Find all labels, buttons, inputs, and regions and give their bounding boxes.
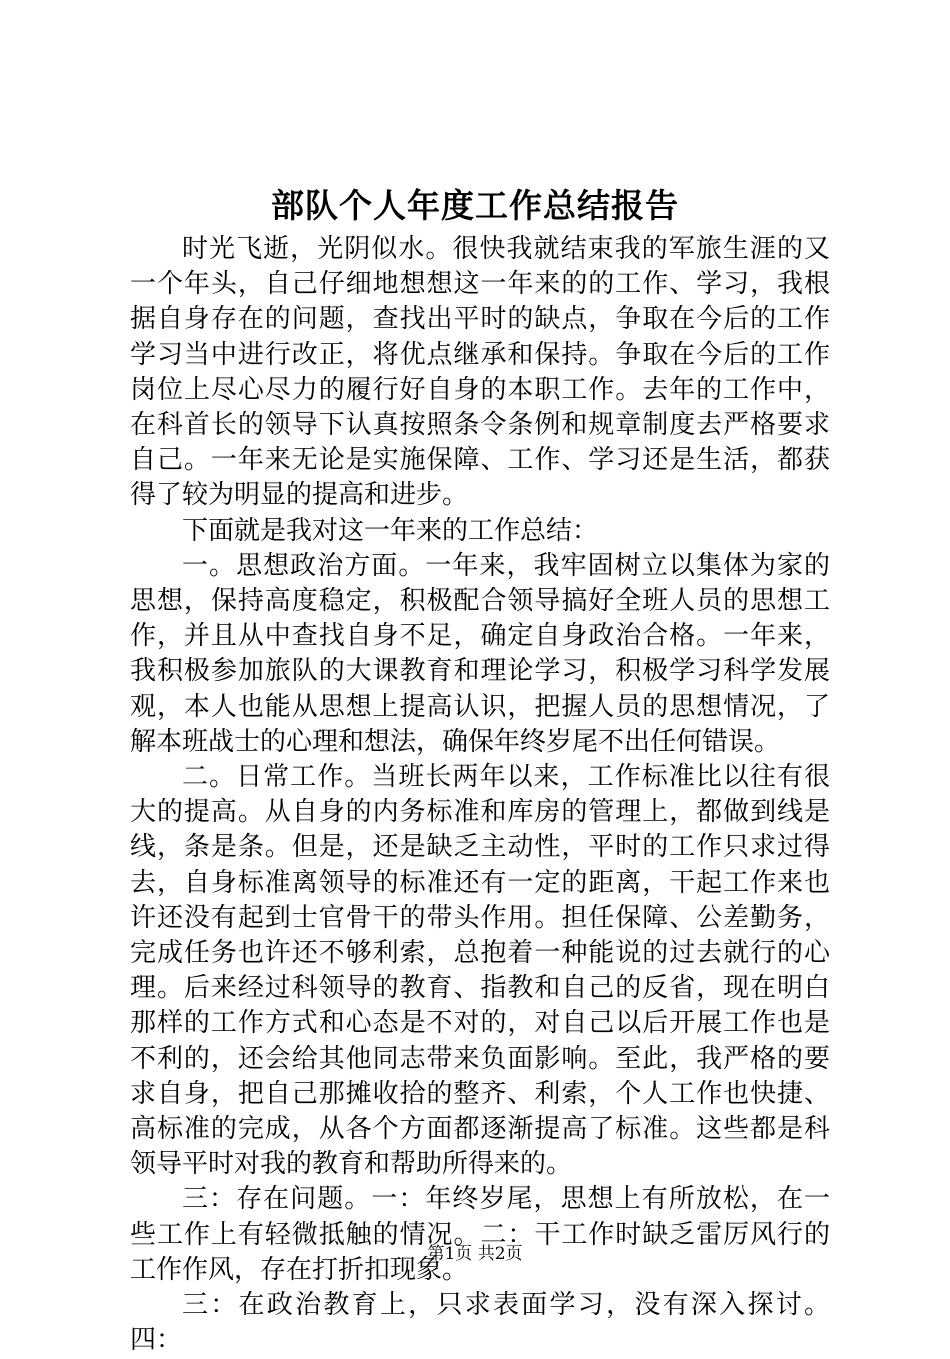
document-title: 部队个人年度工作总结报告	[271, 186, 679, 225]
paragraph-political-thought: 一。思想政治方面。一年来，我牢固树立以集体为家的思想，保持高度稳定，积极配合领导搞好全班人员的思想工作，并且从中查找自身不足，确定自身政治合格。一年来，我积极参加旅队的大课教育和理论学习，积极学习科学发展观，本人也能从思想上提高认识，把握人员的思想情况，了解本班战士的心理和想法，确保年终岁尾不出任何错误。	[130, 550, 830, 757]
paragraph-political-education: 三：在政治教育上，只求表面学习，没有深入探讨。四：	[130, 1290, 830, 1356]
document-body	[130, 232, 830, 1359]
paragraph-daily-work: 二。日常工作。当班长两年以来，工作标准比以往有很大的提高。从自身的内务标准和库房的管理上，都做到线是线，条是条。但是，还是缺乏主动性，平时的工作只求过得去，自身标准离领导的标准还有一定的距离，干起工作来也许还没有起到士官骨干的带头作用。担任保障、公差勤务，完成任务也许还不够利索，总抱着一种能说的过去就行的心理。后来经过科领导的教育、指教和自己的反省，现在明白那样的工作方式和心态是不对的，对自己以后开展工作也是不利的，还会给其他同志带来负面影响。至此，我严格的要求自身，把自己那摊收拾的整齐、利索，个人工作也快捷、高标准的完成，从各个方面都逐渐提高了标准。这些都是科领导平时对我的教育和帮助所得来的。	[130, 762, 830, 1180]
paragraph-intro: 时光飞逝，光阴似水。很快我就结束我的军旅生涯的又一个年头，自己仔细地想想这一年来的的工作、学习，我根据自身存在的问题，查找出平时的缺点，争取在今后的工作学习当中进行改正，将优点继承和保持。争取在今后的工作岗位上尽心尽力的履行好自身的本职工作。去年的工作中，在科首长的领导下认真按照条令条例和规章制度去严格要求自己。一年来无论是实施保障、工作、学习还是生活，都获得了较为明显的提高和进步。	[130, 234, 830, 511]
paragraph-summary-lead: 下面就是我对这一年来的工作总结：	[182, 515, 599, 546]
page-number-footer: 第1页 共2页	[427, 1244, 523, 1264]
paragraph-problems: 三：存在问题。一：年终岁尾，思想上有所放松，在一些工作上有轻微抵触的情况。二：干工作时缺乏雷厉风行的工作作风，存在打折扣现象。	[130, 1184, 830, 1285]
